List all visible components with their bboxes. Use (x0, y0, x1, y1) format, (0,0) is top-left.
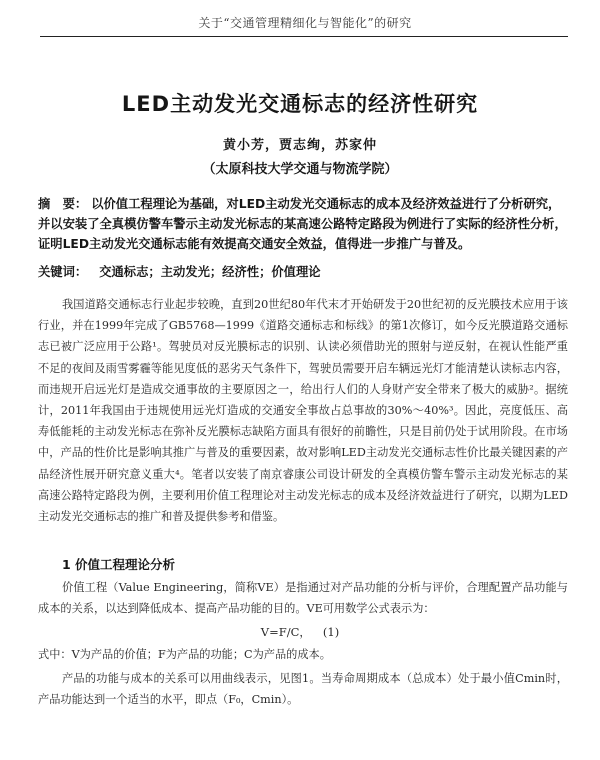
running-header: 关于“交通管理精细化与智能化”的研究 (198, 16, 412, 30)
formula-expression: V=F/C， (260, 625, 311, 639)
formula-number: (1) (322, 625, 340, 639)
section-heading: 1 价值工程理论分析 (62, 557, 176, 572)
article-title: LED主动发光交通标志的经济性研究 (121, 92, 479, 116)
keywords-text: 交通标志；主动发光；经济性；价值理论 (99, 265, 321, 279)
keywords (38, 262, 568, 280)
affiliation: （太原科技大学交通与物流学院） (202, 162, 398, 177)
section-paragraph: 价值工程（Value Engineering，简称VE）是指通过对产品功能的分析与评价，合理配置产品功能与成本的关系，以达到降低成本、提高产品功能的目的。VE可用数学公式表示为： (38, 581, 568, 616)
intro-paragraph: 我国道路交通标志行业起步较晚，直到20世纪80年代末才开始研发于20世纪初的反光膜技术应用于该行业，并在1999年完成了GB5768—1999《道路交通标志和标线》的第1次修订，如今反光膜道路交通标志已被广泛应用于公路¹。驾驶员对反光膜标志的识别、认读必须借助光的照射与逆反射，在视认性能严重不足的夜间及雨雪雾霾等能见度低的恶劣天气条件下，驾驶员需要开启车辆远光灯才能清楚认读标志内容，而违规开启远光灯是造成交通事故的主要原因之一，给出行人们的人身财产安全带来了极大的威胁²。据统计，2011年我国由于违规使用远光灯造成的交通安全事故占总事故的30%～40%³。因此，亮度低压、高寿低能耗的主动发光标志在弥补反光膜标志缺陷方面具有很好的前瞻性，只是目前仍处于试用阶段。在市场中，产品的性价比是影响其推广与普及的重要因素，故对影响LED主动发光交通标志性价比最关键因素的产品经济性展开研究意义重大⁴。笔者以安装了南京睿康公司设计研发的全真模仿警车警示主动发光标志的某高速公路特定路段为例，主要利用价值工程理论对主动发光标志的成本及经济效益进行了研究，以期为LED主动发光交通标志的推广和普及提供参考和借鉴。 (38, 298, 568, 524)
header-rule (40, 36, 568, 37)
formula-explanation: 式中：V为产品的价值；F为产品的功能；C为产品的成本。 (38, 648, 331, 661)
author-list: 黄小芳，贾志绚，苏家仲 (222, 138, 377, 153)
formula (0, 624, 600, 640)
abstract (38, 194, 568, 254)
closing-paragraph: 产品的功能与成本的关系可以用曲线表示，见图1。当寿命周期成本（总成本）处于最小值Cmin时，产品功能达到一个适当的水平，即点（F₀，Cmin）。 (38, 672, 568, 707)
abstract-text: 以价值工程理论为基础，对LED主动发光交通标志的成本及经济效益进行了分析研究，并以安装了全真模仿警车警示主动发光标志的某高速公路特定路段为例进行了实际的经济性分析，证明LED主动发光交通标志能有效提高交通安全效益，值得进一步推广与普及。 (38, 197, 567, 251)
abstract-label: 摘 要： (38, 197, 88, 211)
keywords-label: 关键词： (38, 265, 88, 279)
